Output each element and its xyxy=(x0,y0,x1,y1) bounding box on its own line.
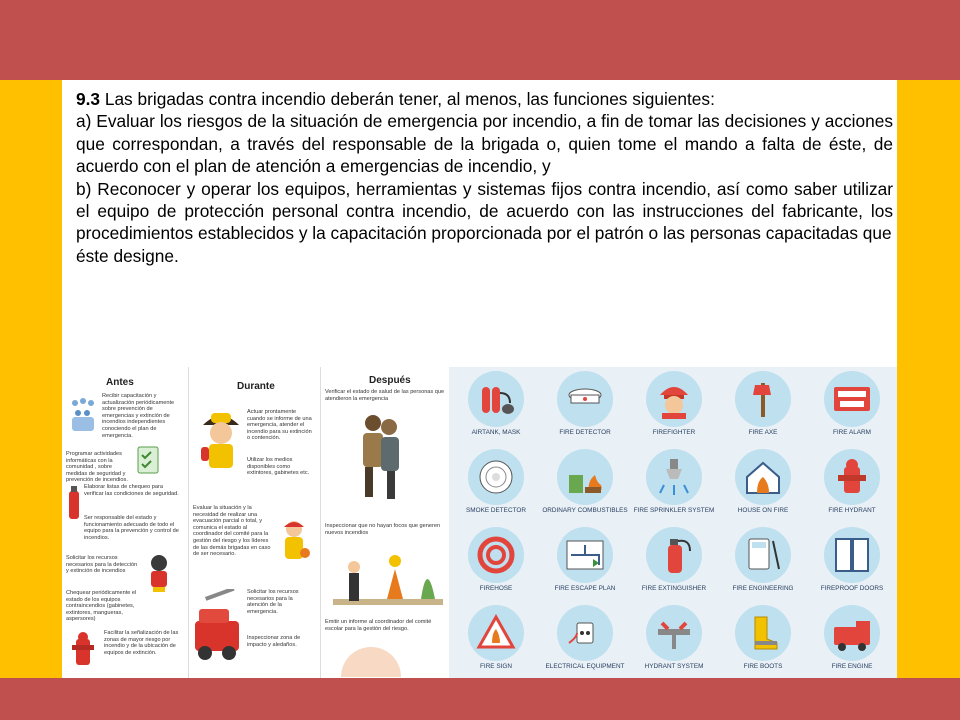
icon-circle xyxy=(557,449,613,505)
durante-text-4: Solicitar los recursos necesarios para la atención de la emergencia. xyxy=(247,589,299,615)
people-group-icon xyxy=(66,395,100,435)
icon-label: FIRE AXE xyxy=(748,429,778,436)
durante-column xyxy=(188,367,319,678)
icon-circle xyxy=(557,605,613,661)
smoke-detector-icon xyxy=(476,457,516,497)
checklist-icon xyxy=(134,445,164,477)
icon-tile-firefighter xyxy=(629,367,719,445)
antes-text-4: Ser responsable del estado y funcionamiento adecuado de todo el equipo para la prevención y control de incendios. xyxy=(84,515,179,541)
icon-label: HYDRANT SYSTEM xyxy=(644,663,704,670)
icon-tile-house-on-fire xyxy=(718,445,808,523)
antes-text-1: Recibir capacitación y actualización periódicamente sobre prevención de emergencias y extinción de incendios independientes conociendo el plan de emergencia. xyxy=(102,393,175,439)
firefighter-icon xyxy=(654,379,694,419)
icon-tile-electrical-equipment xyxy=(540,601,630,678)
rescuers-icon xyxy=(351,411,411,501)
icon-tile-fire-escape-plan xyxy=(540,523,630,601)
icon-label: FIREHOSE xyxy=(479,585,513,592)
fire-detector-icon xyxy=(565,379,605,419)
icon-tile-hydrant-system xyxy=(629,601,719,678)
bottom-band xyxy=(0,678,960,720)
icon-circle xyxy=(468,605,524,661)
icon-label: FIRE EXTINGUISHER xyxy=(641,585,707,592)
heading-line xyxy=(76,88,893,110)
icon-circle xyxy=(735,605,791,661)
despues-title: Después xyxy=(369,375,411,386)
antes-title: Antes xyxy=(106,377,134,388)
durante-text-5: Inspeccionar zona de impacto y aledaños. xyxy=(247,635,301,648)
icon-label: FIREFIGHTER xyxy=(652,429,696,436)
icon-tile-fire-detector xyxy=(540,367,630,445)
fire-sign-icon xyxy=(476,613,516,653)
icon-label: FIRE ENGINE xyxy=(831,663,873,670)
icon-label: FIRE SPRINKLER SYSTEM xyxy=(633,507,715,514)
firefighter-small-icon xyxy=(275,517,313,567)
icon-circle xyxy=(468,527,524,583)
icon-tile-fireproof-doors xyxy=(807,523,897,601)
icon-tile-fire-boots xyxy=(718,601,808,678)
right-side-bar xyxy=(897,80,960,678)
heading-number: 9.3 xyxy=(76,89,101,109)
electrical-equipment-icon xyxy=(565,613,605,653)
icon-label: FIRE ALARM xyxy=(833,429,871,436)
icon-circle xyxy=(557,527,613,583)
icon-tile-fire-alarm xyxy=(807,367,897,445)
icon-circle xyxy=(646,527,702,583)
icon-label: HOUSE ON FIRE xyxy=(737,507,789,514)
durante-title: Durante xyxy=(237,381,275,392)
fire-alarm-icon xyxy=(832,379,872,419)
fire-axe-icon xyxy=(743,379,783,419)
icon-tile-ordinary-combustibles xyxy=(540,445,630,523)
antes-text-7: Facilitar la señalización de las zonas de mayor riesgo por incendio y de la ubicación de equipos de extinción. xyxy=(104,630,179,656)
icon-label: FIRE DETECTOR xyxy=(559,429,611,436)
item-b-end: éste designe. xyxy=(76,245,179,266)
left-side-bar xyxy=(0,80,62,678)
antes-text-6: Chequear periódicamente el estado de los equipos contraincendios (gabinetes, extintores, mangueras, aspersores) xyxy=(66,590,137,623)
icon-tile-fire-engine xyxy=(807,601,897,678)
brigade-infographic xyxy=(62,367,448,678)
report-icon xyxy=(341,643,421,677)
fire-truck-icon xyxy=(191,589,243,669)
antes-text-5: Solicitar los recursos necesarios para la detección y extinción de incendios xyxy=(66,555,138,575)
fireproof-doors-icon xyxy=(832,535,872,575)
icon-circle xyxy=(557,371,613,427)
icon-circle xyxy=(646,605,702,661)
icon-tile-firehose xyxy=(451,523,541,601)
icon-label: FIRE HYDRANT xyxy=(828,507,876,514)
icon-label: ORDINARY COMBUSTIBLES xyxy=(542,507,628,514)
icon-label: FIRE ESCAPE PLAN xyxy=(554,585,616,592)
ordinary-combustibles-icon xyxy=(565,457,605,497)
icon-circle xyxy=(824,449,880,505)
fire-hydrant-icon xyxy=(832,457,872,497)
icon-label: FIRE BOOTS xyxy=(743,663,783,670)
text-block xyxy=(76,88,893,267)
icon-circle xyxy=(468,371,524,427)
firehose-icon xyxy=(476,535,516,575)
item-a: a) Evaluar los riesgos de la situación de emergencia por incendio, a fin de tomar las decisiones y acciones que correspondan, a través del responsable de la brigada o, quien tome el mando a falta de éste, de acuerdo con el plan de atención a emergencias de incendio, y xyxy=(76,111,893,177)
antes-text-2: Programar actividades informáticas con la comunidad , sobre medidas de seguridad y prevención de incendios. xyxy=(66,451,128,484)
icon-label: FIREPROOF DOORS xyxy=(820,585,884,592)
fire-engineering-icon xyxy=(743,535,783,575)
icon-tile-fire-axe xyxy=(718,367,808,445)
fire-engine-icon xyxy=(832,613,872,653)
icon-circle xyxy=(824,605,880,661)
icon-tile-fire-sprinkler xyxy=(629,445,719,523)
antes-column xyxy=(62,367,186,678)
despues-text-2: Inspeccionar que no hayan focos que generen nuevos incendios xyxy=(325,523,441,536)
icon-label: FIRE ENGINEERING xyxy=(732,585,794,592)
firefighter-mascot-icon xyxy=(197,407,245,471)
durante-text-3: Evaluar la situación y la necesidad de realizar una evacuación parcial o total, y comunica el estado al coordinador del comité para la gestión del riesgo y los líderes de las demás brigadas en caso de ser necesario. xyxy=(193,505,271,558)
icon-circle xyxy=(824,527,880,583)
fire-boots-icon xyxy=(743,613,783,653)
icon-tile-smoke-detector xyxy=(451,445,541,523)
despues-text-1: Verificar el estado de salud de las personas que atendieron la emergencia xyxy=(325,389,445,402)
airtank-mask-icon xyxy=(476,379,516,419)
fire-hydrant-small-icon xyxy=(66,629,102,669)
icon-circle xyxy=(735,449,791,505)
icon-tile-fire-sign xyxy=(451,601,541,678)
icon-tile-airtank-mask xyxy=(451,367,541,445)
icon-tile-fire-extinguisher xyxy=(629,523,719,601)
mascot-icon xyxy=(142,553,176,593)
heading-text: Las brigadas contra incendio deberán tener, al menos, las funciones siguientes: xyxy=(100,89,715,109)
fire-equipment-icon-grid xyxy=(449,367,897,678)
fire-escape-plan-icon xyxy=(565,535,605,575)
icon-circle xyxy=(824,371,880,427)
item-b: b) Reconocer y operar los equipos, herramientas y sistemas fijos contra incendio, así como saber utilizar el equipo de protección personal contra incendio, de acuerdo con las instrucciones del fabricante, los procedimientos establecidos y la capacitación proporcionada por el patrón o las personas capacitadas que xyxy=(76,178,893,244)
antes-text-3: Elaborar listas de chequeo para verificar las condiciones de seguridad. xyxy=(84,484,179,497)
icon-tile-fire-hydrant xyxy=(807,445,897,523)
icon-tile-fire-engineering xyxy=(718,523,808,601)
icon-circle xyxy=(735,527,791,583)
icon-label: AIRTANK, MASK xyxy=(471,429,521,436)
icon-label: FIRE SIGN xyxy=(480,663,512,670)
icon-label: SMOKE DETECTOR xyxy=(466,507,526,514)
slide-content xyxy=(62,80,897,678)
icon-circle xyxy=(735,371,791,427)
icon-circle xyxy=(468,449,524,505)
fire-sprinkler-icon xyxy=(654,457,694,497)
extinguisher-small-icon xyxy=(64,483,84,523)
durante-text-1: Actuar prontamente cuando se informe de una emergencia, atender el incendio para su extinción o contención. xyxy=(247,409,312,442)
house-on-fire-icon xyxy=(743,457,783,497)
icon-circle xyxy=(646,371,702,427)
hydrant-system-icon xyxy=(654,613,694,653)
fire-extinguisher-icon xyxy=(654,535,694,575)
despues-text-3: Emitir un informe al coordinador del comité escolar para la gestión del riesgo. xyxy=(325,619,432,632)
top-band xyxy=(0,0,960,80)
icon-label: ELECTRICAL EQUIPMENT xyxy=(545,663,625,670)
inspection-scene-icon xyxy=(333,539,443,609)
icon-circle xyxy=(646,449,702,505)
durante-text-2: Utilizar los medios disponibles como extintores, gabinetes etc. xyxy=(247,457,310,477)
despues-column xyxy=(320,367,448,678)
